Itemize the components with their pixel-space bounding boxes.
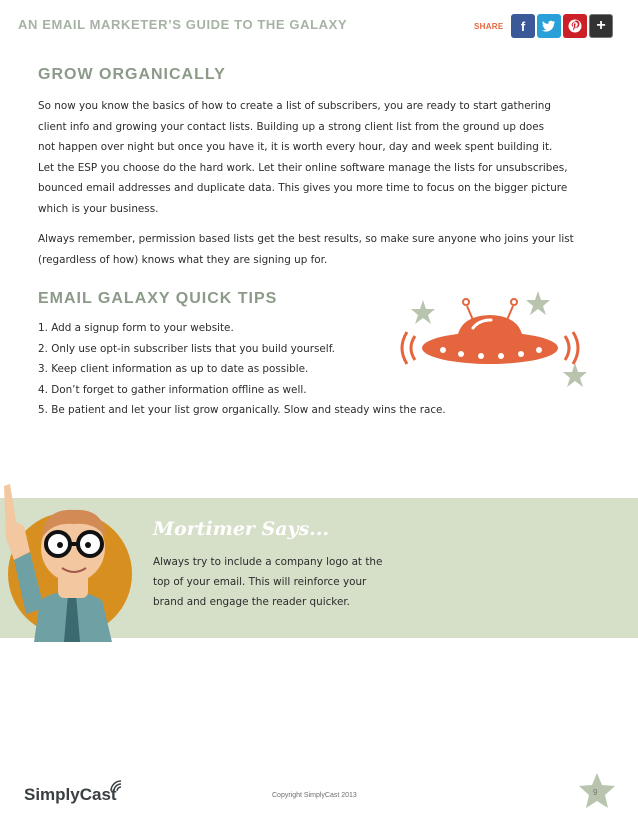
list-item: 1. Add a signup form to your website. <box>38 322 234 334</box>
grow-paragraph-2 <box>38 229 598 270</box>
ufo-illustration <box>395 288 595 398</box>
twitter-share-button[interactable] <box>537 14 561 38</box>
mortimer-text <box>153 552 413 612</box>
twitter-icon <box>542 20 556 32</box>
list-item: 2. Only use opt-in subscriber lists that you build yourself. <box>38 342 335 355</box>
star-icon <box>526 291 550 315</box>
simplycast-logo: SimplyCast <box>24 785 117 804</box>
grow-paragraph-1 <box>38 96 598 220</box>
plus-icon: + <box>596 17 606 34</box>
page-number: 9 <box>593 788 598 797</box>
list-item: 4. Don’t forget to gather information offline as well. <box>38 383 307 396</box>
list-item: 5. Be patient and let your list grow organically. Slow and steady wins the race. <box>38 404 446 417</box>
mortimer-title: Mortimer Says... <box>153 518 330 540</box>
text-line: not happen over night but once you have it, it is worth every hour, day and week spent building it. <box>38 141 553 154</box>
text-line: So now you know the basics of how to create a list of subscribers, you are ready to start gathering <box>38 100 551 112</box>
ufo-icon <box>402 299 578 364</box>
facebook-icon: f <box>520 18 526 34</box>
copyright-text: Copyright SimplyCast 2013 <box>272 792 357 799</box>
list-item: 3. Keep client information as up to date as possible. <box>38 363 309 376</box>
mortimer-character <box>0 482 140 642</box>
text-line: Let the ESP you choose do the hard work. Let their online software manage the lists for unsubscribes, <box>38 161 568 174</box>
text-line: brand and engage the reader quicker. <box>153 596 350 608</box>
text-line: top of your email. This will reinforce your <box>153 576 367 588</box>
text-line: (regardless of how) knows what they are signing up for. <box>38 253 328 266</box>
text-line: Always remember, permission based lists get the best results, so make sure anyone who joins your list <box>38 233 574 245</box>
quick-tips-heading: EMAIL GALAXY QUICK TIPS <box>38 290 278 307</box>
star-icon <box>563 363 587 387</box>
text-line: bounced email addresses and duplicate data. This gives you more time to focus on the bigger picture <box>38 182 568 195</box>
document-title: AN EMAIL MARKETER’S GUIDE TO THE GALAXY <box>18 17 348 32</box>
share-label: SHARE <box>474 22 504 31</box>
text-line: which is your business. <box>38 202 159 215</box>
pinterest-share-button[interactable] <box>563 14 587 38</box>
pinterest-icon <box>568 19 582 33</box>
text-line: client info and growing your contact lists. Building up a strong client list from the ground up does <box>38 120 545 133</box>
google-plus-share-button[interactable] <box>589 14 613 38</box>
grow-organically-heading: GROW ORGANICALLY <box>38 66 226 83</box>
facebook-share-button[interactable] <box>511 14 535 38</box>
text-line: Always try to include a company logo at the <box>153 556 383 568</box>
star-icon <box>411 300 435 324</box>
signal-icon <box>110 780 122 792</box>
